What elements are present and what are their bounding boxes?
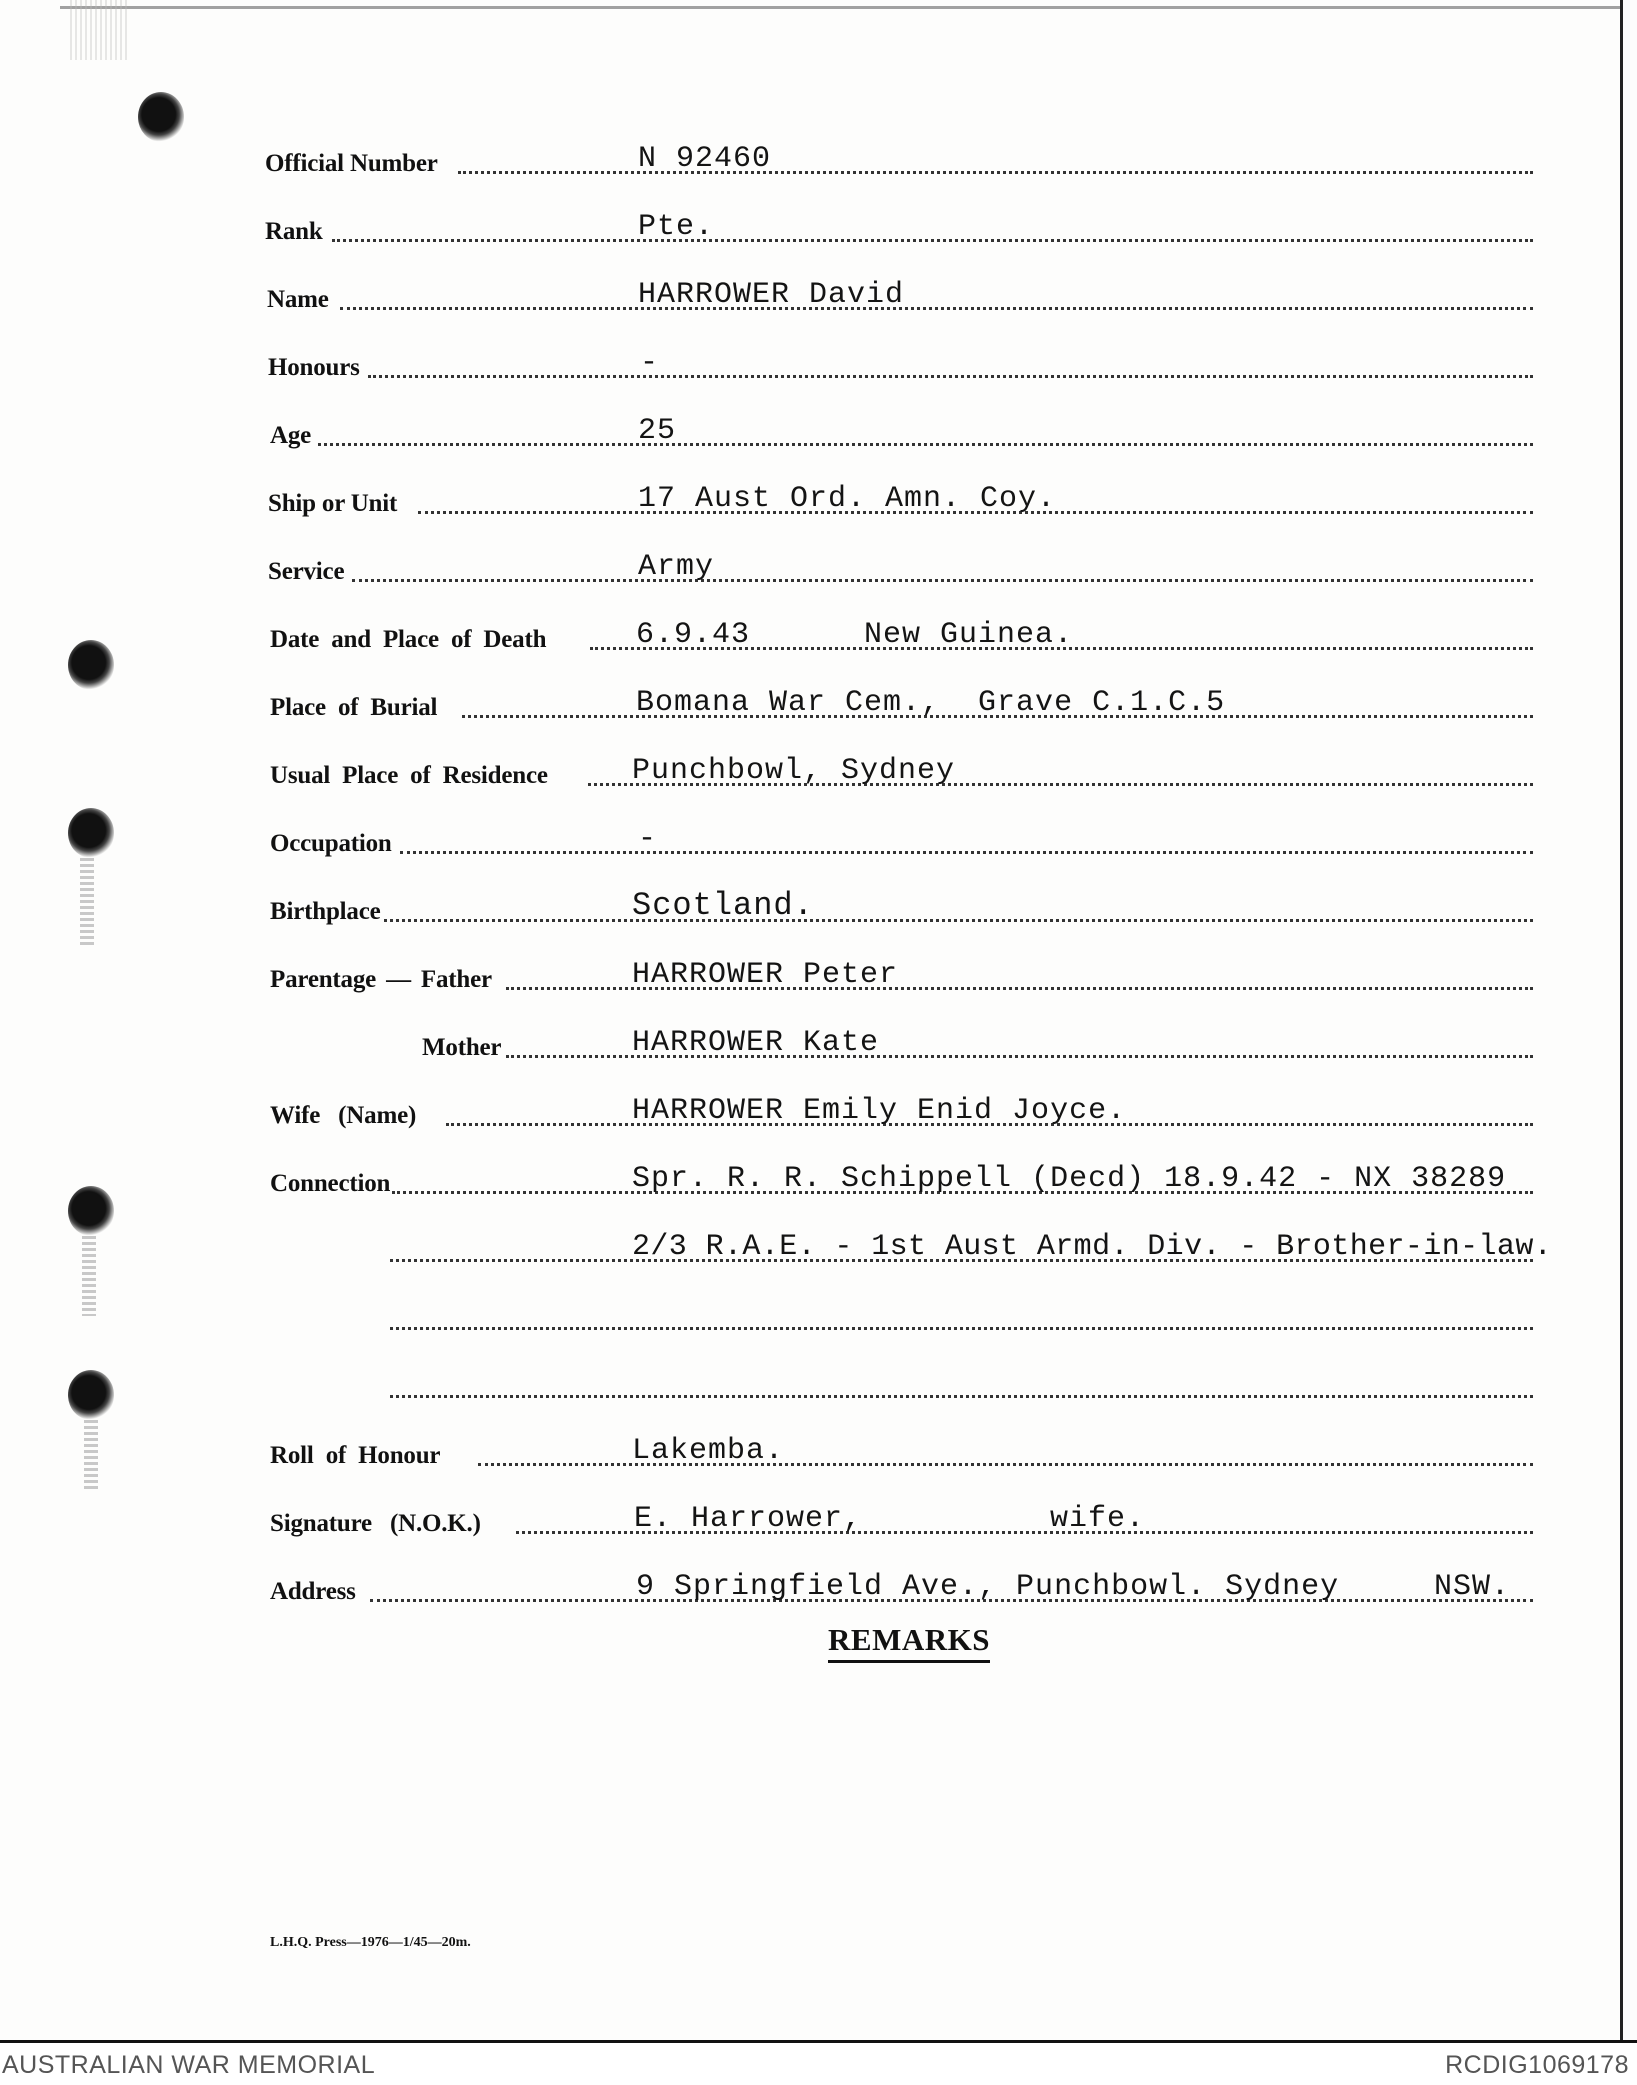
field-honours xyxy=(0,344,1637,384)
connection-line-2 xyxy=(0,1228,1637,1268)
field-place-of-burial xyxy=(0,684,1637,724)
field-age xyxy=(0,412,1637,452)
dotted-line xyxy=(340,307,1533,310)
field-address xyxy=(0,1568,1637,1608)
field-value: 2/3 R.A.E. - 1st Aust Armd. Div. - Brother-in-law. xyxy=(632,1230,1553,1264)
field-usual-residence xyxy=(0,752,1637,792)
dotted-line xyxy=(384,919,1533,922)
field-label: Wife (Name) xyxy=(270,1102,417,1129)
field-value: Scotland. xyxy=(632,887,814,924)
field-value: - xyxy=(638,822,658,856)
connection-line-4 xyxy=(0,1364,1637,1404)
field-value: HARROWER David xyxy=(638,278,905,312)
field-value: 17 Aust Ord. Amn. Coy. xyxy=(638,482,1057,516)
field-label: Parentage — Father xyxy=(270,966,492,993)
field-value: N 92460 xyxy=(638,142,772,176)
archive-footer-strip xyxy=(0,2040,1637,2085)
field-label: Roll of Honour xyxy=(270,1442,441,1469)
punch-hole-icon xyxy=(138,92,184,142)
field-value-state: NSW. xyxy=(1434,1570,1511,1604)
field-value: Bomana War Cem., Grave C.1.C.5 xyxy=(636,686,1226,720)
field-service xyxy=(0,548,1637,588)
field-label: Birthplace xyxy=(270,898,381,925)
dotted-line xyxy=(390,1327,1533,1330)
field-roll-of-honour xyxy=(0,1432,1637,1472)
scan-top-edge xyxy=(60,6,1620,9)
field-value: - xyxy=(640,346,660,380)
field-value: 25 xyxy=(638,414,677,448)
dotted-line xyxy=(318,443,1533,446)
field-parentage-father xyxy=(0,956,1637,996)
field-name xyxy=(0,276,1637,316)
dotted-line xyxy=(352,579,1533,582)
field-label: Signature (N.O.K.) xyxy=(270,1510,481,1537)
dotted-line xyxy=(368,375,1533,378)
field-label: Mother xyxy=(422,1034,502,1061)
field-birthplace xyxy=(0,888,1637,928)
dotted-line xyxy=(458,171,1533,174)
field-label: Usual Place of Residence xyxy=(270,762,548,789)
dotted-line xyxy=(400,851,1533,854)
field-occupation xyxy=(0,820,1637,860)
field-value: Spr. R. R. Schippell (Decd) 18.9.42 - NX 38289 xyxy=(632,1162,1507,1196)
field-label: Address xyxy=(270,1578,356,1605)
field-value: HARROWER Emily Enid Joyce. xyxy=(632,1094,1127,1128)
archive-reference: RCDIG1069178 xyxy=(1445,2051,1629,2079)
field-label: Occupation xyxy=(270,830,392,857)
field-official-number xyxy=(0,140,1637,180)
field-value: HARROWER Kate xyxy=(632,1026,880,1060)
field-value: 6.9.43 New Guinea. xyxy=(636,618,1074,652)
field-connection xyxy=(0,1160,1637,1200)
field-label: Official Number xyxy=(265,150,438,177)
remarks-heading: REMARKS xyxy=(828,1622,990,1663)
field-value: Lakemba. xyxy=(632,1434,785,1468)
print-mark: L.H.Q. Press—1976—1/45—20m. xyxy=(270,1935,471,1950)
field-wife-name xyxy=(0,1092,1637,1132)
scan-noise xyxy=(70,0,130,60)
field-label: Rank xyxy=(265,218,323,245)
field-label: Place of Burial xyxy=(270,694,438,721)
archive-name: AUSTRALIAN WAR MEMORIAL xyxy=(2,2051,376,2079)
field-rank xyxy=(0,208,1637,248)
field-value: Pte. xyxy=(638,210,715,244)
field-date-place-of-death xyxy=(0,616,1637,656)
field-label: Name xyxy=(267,286,329,313)
field-label: Honours xyxy=(268,354,360,381)
field-parentage-mother xyxy=(0,1024,1637,1064)
field-label: Connection xyxy=(270,1170,391,1197)
dotted-line xyxy=(390,1395,1533,1398)
field-value: E. Harrower, xyxy=(634,1502,863,1536)
field-value: Army xyxy=(638,550,715,584)
field-ship-or-unit xyxy=(0,480,1637,520)
field-label: Age xyxy=(270,422,312,449)
field-value: Punchbowl, Sydney xyxy=(632,754,956,788)
field-label: Ship or Unit xyxy=(268,490,398,517)
dotted-line xyxy=(332,239,1533,242)
field-label: Service xyxy=(268,558,345,585)
connection-line-3 xyxy=(0,1296,1637,1336)
field-signature-nok xyxy=(0,1500,1637,1540)
field-value-relation: wife. xyxy=(1050,1502,1146,1536)
field-label: Date and Place of Death xyxy=(270,626,547,653)
field-value: 9 Springfield Ave., Punchbowl. Sydney xyxy=(636,1570,1340,1604)
field-value: HARROWER Peter xyxy=(632,958,899,992)
